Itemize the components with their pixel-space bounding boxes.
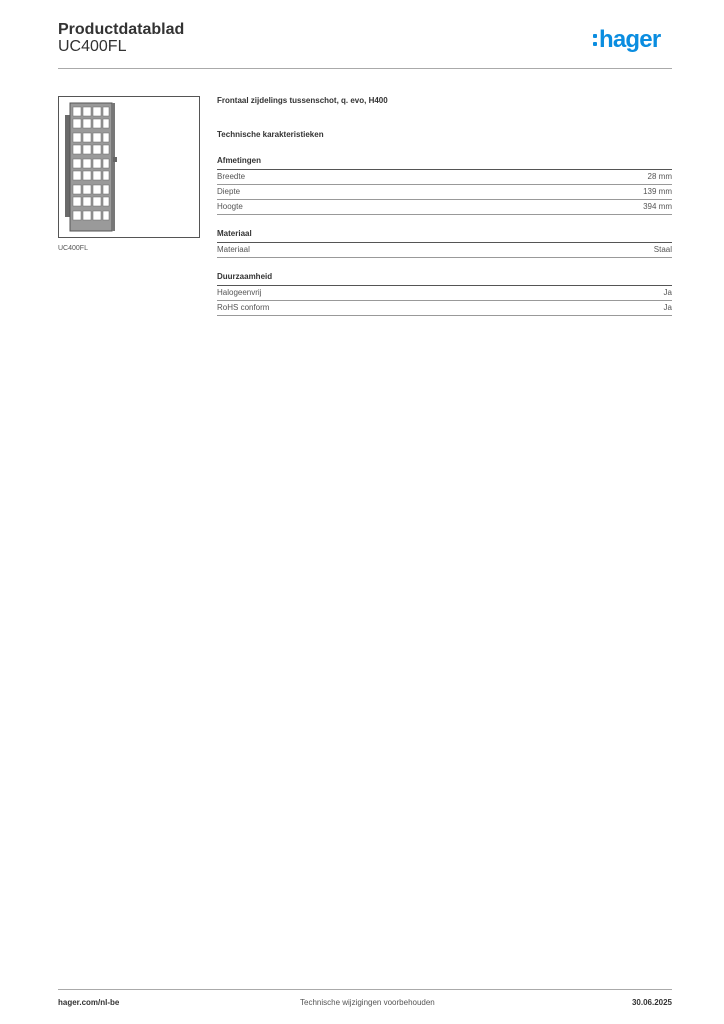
- product-image: [58, 96, 200, 238]
- footer-divider: [58, 989, 672, 990]
- spec-label: Breedte: [217, 172, 246, 181]
- group-material: [217, 229, 672, 258]
- spec-label: RoHS conform: [217, 303, 270, 312]
- logo-dots-icon: [593, 34, 597, 50]
- product-code: UC400FL: [58, 38, 127, 55]
- section-title: Technische karakteristieken: [217, 130, 324, 139]
- footer-website-link[interactable]: hager.com/nl-be: [58, 998, 120, 1007]
- group-title: Materiaal: [217, 229, 672, 243]
- group-sustainability: [217, 272, 672, 316]
- spec-label: Halogeenvrij: [217, 288, 262, 297]
- product-details: [217, 96, 672, 316]
- group-title: Afmetingen: [217, 156, 672, 170]
- footer-date: 30.06.2025: [631, 998, 672, 1007]
- spec-row: [217, 185, 672, 200]
- spec-value: Staal: [653, 245, 672, 254]
- product-description: Frontaal zijdelings tussenschot, q. evo, H400: [217, 96, 388, 105]
- spec-value: 28 mm: [647, 172, 672, 181]
- spec-row: [217, 286, 672, 301]
- spec-label: Diepte: [217, 187, 241, 196]
- spec-value: 139 mm: [643, 187, 672, 196]
- image-caption: UC400FL: [58, 245, 88, 252]
- logo-text: hager: [599, 26, 661, 53]
- group-dimensions: [217, 156, 672, 215]
- spec-row: [217, 170, 672, 185]
- page-title: Productdatablad: [58, 21, 185, 38]
- spec-row: [217, 243, 672, 258]
- group-title: Duurzaamheid: [217, 272, 672, 286]
- spec-label: Materiaal: [217, 245, 250, 254]
- spec-value: Ja: [663, 303, 672, 312]
- footer-notice: Technische wijzigingen voorbehouden: [300, 998, 435, 1007]
- spec-row: [217, 200, 672, 215]
- header-divider: [58, 68, 672, 69]
- spec-value: 394 mm: [643, 202, 672, 211]
- spec-row: [217, 301, 672, 316]
- spec-value: Ja: [663, 288, 672, 297]
- spec-label: Hoogte: [217, 202, 243, 211]
- partition-panel-illustration: [59, 97, 199, 237]
